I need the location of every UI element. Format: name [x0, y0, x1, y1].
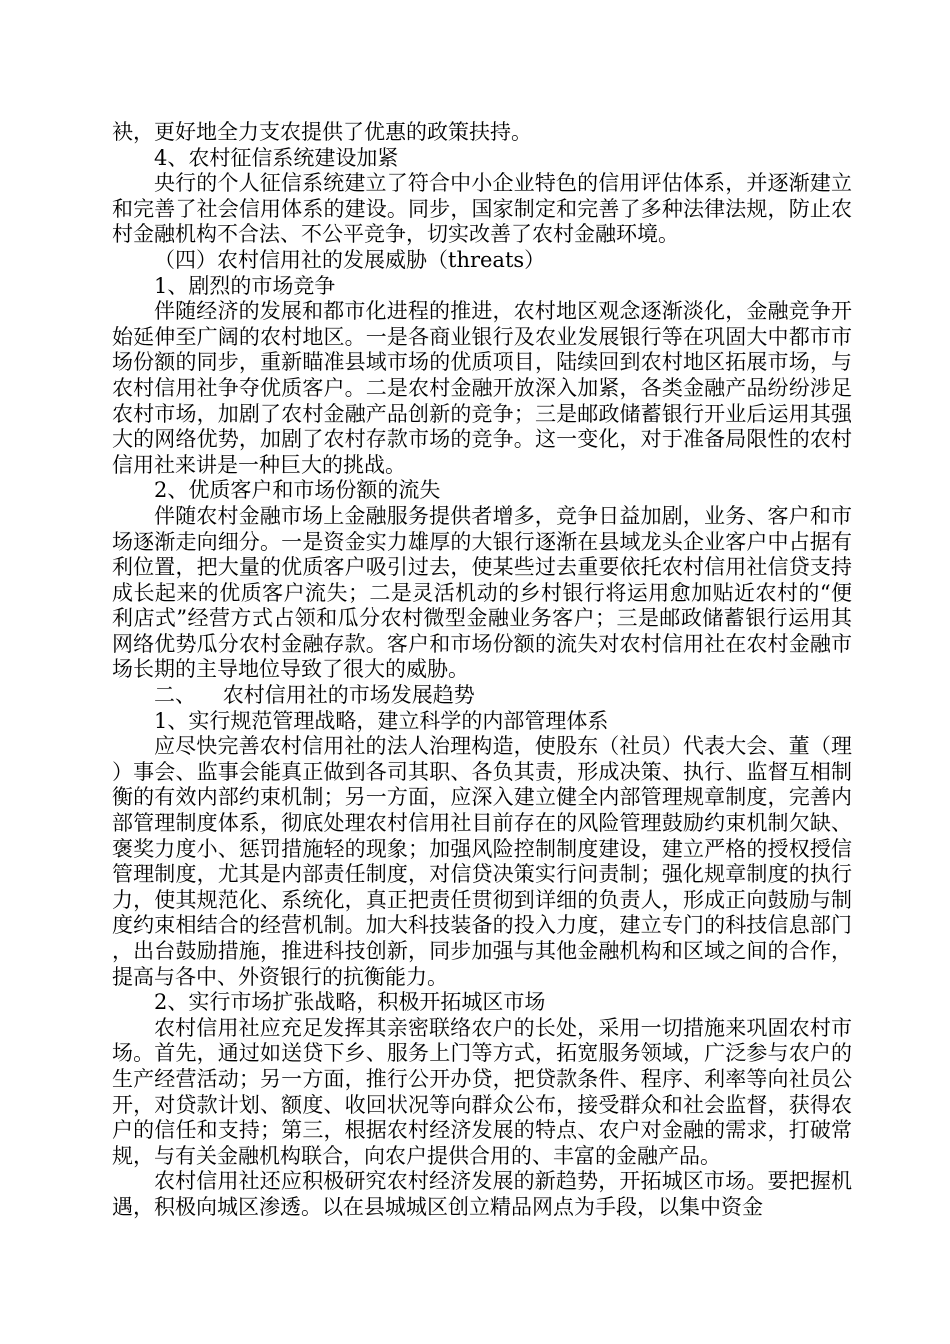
subheading: 2、优质客户和市场份额的流失 [154, 478, 441, 503]
section-heading: （四）农村信用社的发展威胁（threats） [154, 247, 546, 272]
subheading: 2、实行市场扩张战略，积极开拓城区市场 [154, 990, 546, 1015]
subheading: 4、农村征信系统建设加紧 [154, 145, 399, 170]
paragraph: 伴随经济的发展和都市化进程的推进，农村地区观念逐渐淡化，金融竞争开始延伸至广阔的农村地区。一是各商业银行及农业发展银行等在巩固大中都市市场份额的同步，重新瞄准县域市场的优质项目，陆续回到农村地区拓展市场，与农村信用社争夺优质客户。二是农村金融开放深入加紧，各类金融产品纷纷涉足农村市场，加剧了农村金融产品创新的竞争；三是邮政储蓄银行开业后运用其强大的网络优势，加剧了农村存款市场的竞争。这一变化，对于准备局限性的农村信用社来讲是一种巨大的挑战。 [112, 299, 852, 477]
paragraph: 农村信用社还应积极研究农村经济发展的新趋势，开拓城区市场。要把握机遇，积极向城区渗透。以在县城城区创立精品网点为手段，以集中资金 [112, 1169, 852, 1219]
subheading: 1、实行规范管理战略，建立科学的内部管理体系 [154, 708, 609, 733]
section-heading: 二、 农村信用社的市场发展趋势 [154, 683, 475, 708]
paragraph: 应尽快完善农村信用社的法人治理构造，使股东（社员）代表大会、董（理）事会、监事会能真正做到各司其职、各负其责，形成决策、执行、监督互相制衡的有效内部约束机制；另一方面，应深入建立健全内部管理规章制度，完善内部管理制度体系，彻底处理农村信用社目前存在的风险管理鼓励约束机制欠缺、褒奖力度小、惩罚措施轻的现象；加强风险控制制度建设，建立严格的授权授信管理制度，尤其是内部责任制度，对信贷决策实行问责制；强化规章制度的执行力，使其规范化、系统化，真正把责任贯彻到详细的负责人，形成正向鼓励与制度约束相结合的经营机制。加大科技装备的投入力度，建立专门的科技信息部门，出台鼓励措施，推进科技创新，同步加强与其他金融机构和区域之间的合作，提高与各中、外资银行的抗衡能力。 [112, 734, 852, 989]
subheading: 1、剧烈的市场竞争 [154, 273, 336, 298]
document-page [112, 120, 852, 1221]
paragraph: 伴随农村金融市场上金融服务提供者增多，竞争日益加剧，业务、客户和市场逐渐走向细分。一是资金实力雄厚的大银行逐渐在县域龙头企业客户中占据有利位置，把大量的优质客户吸引过去，使某些过去重要依托农村信用社信贷支持成长起来的优质客户流失；二是灵活机动的乡村银行将运用愈加贴近农村的“便利店式”经营方式占领和瓜分农村微型金融业务客户；三是邮政储蓄银行运用其网络优势瓜分农村金融存款。客户和市场份额的流失对农村信用社在农村金融市场长期的主导地位导致了很大的威胁。 [112, 503, 852, 682]
paragraph: 袂，更好地全力支农提供了优惠的政策扶持。 [112, 120, 532, 144]
paragraph: 央行的个人征信系统建立了符合中小企业特色的信用评估体系，并逐渐建立和完善了社会信用体系的建设。同步，国家制定和完善了多种法律法规，防止农村金融机构不合法、不公平竞争，切实改善了农村金融环境。 [112, 171, 852, 247]
paragraph: 农村信用社应充足发挥其亲密联络农户的长处，采用一切措施来巩固农村市场。首先，通过如送贷下乡、服务上门等方式，拓宽服务领域，广泛参与农户的生产经营活动；另一方面，推行公开办贷，把贷款条件、程序、利率等向社员公开，对贷款计划、额度、收回状况等向群众公布，接受群众和社会监督，获得农户的信任和支持；第三，根据农村经济发展的特点、农户对金融的需求，打破常规，与有关金融机构联合，向农户提供合用的、丰富的金融产品。 [112, 1015, 852, 1168]
